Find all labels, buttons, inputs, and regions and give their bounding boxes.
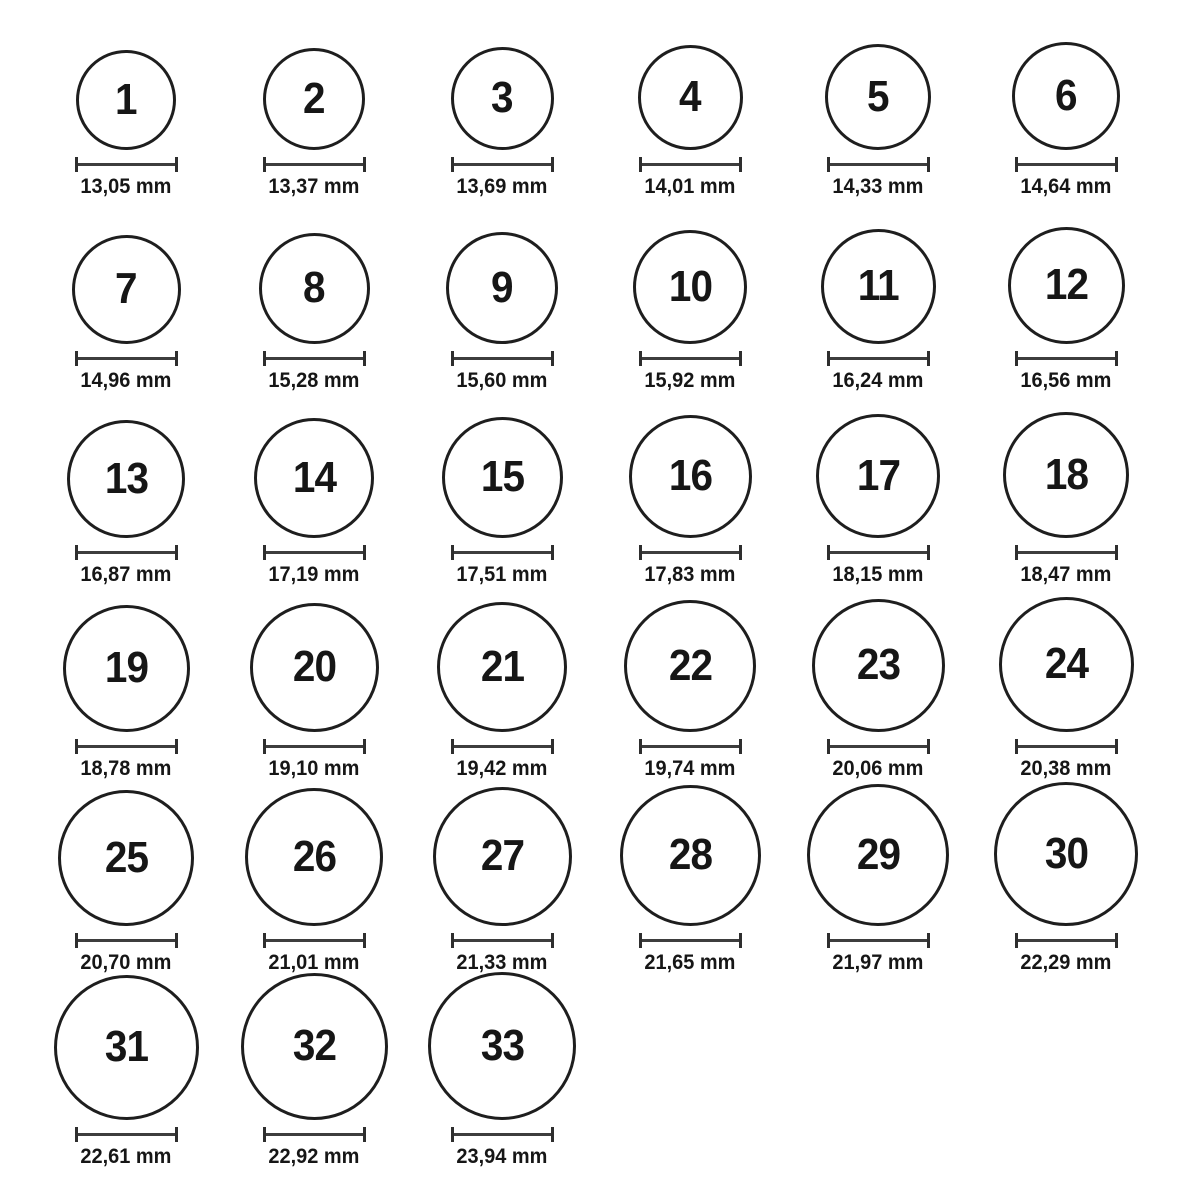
ring-circle	[433, 787, 572, 926]
ring-size-number: 2	[303, 73, 325, 123]
ring-circle	[994, 782, 1138, 926]
ring-size-number: 9	[491, 262, 513, 312]
ring-circle	[437, 602, 567, 732]
ring-circle	[816, 414, 940, 538]
diameter-value-label: 19,74 mm	[644, 756, 736, 780]
ring-size-item	[999, 597, 1134, 786]
diameter-measure-line	[451, 157, 554, 172]
ring-size-number: 7	[115, 264, 137, 314]
diameter-measure-line	[1015, 933, 1118, 948]
ring-circle	[451, 47, 554, 150]
diameter-value-label: 17,83 mm	[644, 562, 736, 586]
diameter-measure-line	[639, 545, 742, 560]
diameter-value-label: 14,33 mm	[832, 174, 924, 198]
ring-size-number: 15	[480, 452, 524, 502]
ring-size-number: 25	[104, 832, 148, 882]
diameter-measure-line	[263, 157, 366, 172]
ring-circle	[254, 418, 374, 538]
diameter-value-label: 17,19 mm	[268, 562, 360, 586]
diameter-measure-line	[75, 1127, 178, 1142]
ring-circle	[1003, 412, 1129, 538]
diameter-value-label: 15,60 mm	[456, 368, 548, 392]
diameter-value-label: 23,94 mm	[456, 1144, 548, 1168]
diameter-value-label: 14,01 mm	[644, 174, 736, 198]
diameter-value-label: 14,96 mm	[80, 368, 172, 392]
ring-size-number: 26	[292, 831, 336, 881]
diameter-measure-line	[75, 157, 178, 172]
diameter-measure-line	[451, 739, 554, 754]
ring-circle	[428, 972, 576, 1120]
diameter-measure-line	[639, 351, 742, 366]
ring-size-number: 10	[668, 261, 712, 311]
ring-size-item	[75, 50, 178, 204]
diameter-measure-line	[263, 739, 366, 754]
ring-circle	[999, 597, 1134, 732]
diameter-measure-line	[1015, 739, 1118, 754]
diameter-measure-line	[827, 545, 930, 560]
diameter-measure-line	[827, 351, 930, 366]
diameter-value-label: 22,61 mm	[80, 1144, 172, 1168]
ring-size-item	[72, 235, 181, 398]
ring-size-item	[994, 782, 1138, 980]
ring-size-number: 33	[480, 1020, 524, 1070]
diameter-measure-line	[75, 739, 178, 754]
ring-circle	[821, 229, 936, 344]
diameter-value-label: 15,92 mm	[644, 368, 736, 392]
ring-size-item	[1003, 412, 1129, 592]
ring-size-number: 1	[115, 74, 137, 124]
ring-circle	[245, 788, 383, 926]
ring-circle	[72, 235, 181, 344]
diameter-measure-line	[639, 157, 742, 172]
diameter-measure-line	[263, 1127, 366, 1142]
ring-circle	[63, 605, 190, 732]
ring-size-number: 28	[668, 830, 712, 880]
ring-size-item	[245, 788, 383, 980]
ring-size-number: 27	[480, 831, 524, 881]
diameter-measure-line	[75, 545, 178, 560]
ring-size-number: 3	[491, 73, 513, 123]
diameter-value-label: 16,87 mm	[80, 562, 172, 586]
ring-size-number: 5	[867, 71, 889, 121]
ring-size-item	[638, 45, 743, 204]
ring-size-number: 14	[292, 452, 336, 502]
ring-size-number: 19	[104, 643, 148, 693]
ring-size-item	[54, 975, 199, 1174]
diameter-value-label: 20,06 mm	[832, 756, 924, 780]
diameter-value-label: 21,97 mm	[832, 950, 924, 974]
ring-size-item	[428, 972, 576, 1174]
diameter-measure-line	[639, 739, 742, 754]
ring-circle	[629, 415, 752, 538]
ring-size-item	[254, 418, 374, 592]
ring-size-number: 31	[104, 1022, 148, 1072]
ring-size-item	[446, 232, 558, 398]
ring-circle	[54, 975, 199, 1120]
ring-circle	[624, 600, 756, 732]
diameter-measure-line	[75, 933, 178, 948]
ring-circle	[638, 45, 743, 150]
ring-circle	[812, 599, 945, 732]
ring-size-number: 20	[292, 642, 336, 692]
diameter-value-label: 18,47 mm	[1020, 562, 1112, 586]
ring-circle	[633, 230, 747, 344]
ring-size-number: 4	[679, 72, 701, 122]
ring-circle	[259, 233, 370, 344]
diameter-value-label: 19,42 mm	[456, 756, 548, 780]
ring-size-item	[1008, 227, 1125, 398]
diameter-value-label: 14,64 mm	[1020, 174, 1112, 198]
ring-size-number: 6	[1055, 70, 1077, 120]
diameter-measure-line	[263, 933, 366, 948]
ring-circle	[446, 232, 558, 344]
diameter-value-label: 16,24 mm	[832, 368, 924, 392]
ring-size-item	[816, 414, 940, 592]
diameter-value-label: 13,05 mm	[80, 174, 172, 198]
diameter-measure-line	[451, 545, 554, 560]
ring-size-item	[451, 47, 554, 204]
diameter-value-label: 22,92 mm	[268, 1144, 360, 1168]
diameter-value-label: 19,10 mm	[268, 756, 360, 780]
ring-size-number: 18	[1044, 449, 1088, 499]
ring-size-number: 32	[292, 1021, 336, 1071]
diameter-measure-line	[75, 351, 178, 366]
ring-circle	[1012, 42, 1120, 150]
diameter-value-label: 16,56 mm	[1020, 368, 1112, 392]
ring-size-item	[620, 785, 761, 980]
ring-circle	[67, 420, 185, 538]
ring-size-item	[442, 417, 563, 592]
ring-size-number: 24	[1044, 639, 1088, 689]
diameter-value-label: 13,69 mm	[456, 174, 548, 198]
diameter-value-label: 21,33 mm	[456, 950, 548, 974]
diameter-measure-line	[1015, 545, 1118, 560]
ring-size-number: 17	[856, 450, 900, 500]
ring-size-number: 30	[1044, 828, 1088, 878]
ring-circle	[825, 44, 931, 150]
diameter-value-label: 20,70 mm	[80, 950, 172, 974]
ring-size-number: 13	[104, 453, 148, 503]
ring-circle	[58, 790, 194, 926]
ring-circle	[620, 785, 761, 926]
diameter-value-label: 17,51 mm	[456, 562, 548, 586]
ring-size-item	[812, 599, 945, 786]
diameter-measure-line	[263, 351, 366, 366]
diameter-measure-line	[451, 1127, 554, 1142]
ring-size-number: 22	[668, 640, 712, 690]
ring-size-number: 16	[668, 451, 712, 501]
diameter-value-label: 22,29 mm	[1020, 950, 1112, 974]
ring-size-item	[437, 602, 567, 786]
ring-circle	[241, 973, 388, 1120]
ring-size-item	[433, 787, 572, 980]
ring-size-item	[825, 44, 931, 204]
ring-size-number: 29	[856, 829, 900, 879]
diameter-value-label: 18,15 mm	[832, 562, 924, 586]
ring-size-number: 8	[303, 263, 325, 313]
diameter-value-label: 21,65 mm	[644, 950, 736, 974]
diameter-measure-line	[451, 351, 554, 366]
ring-size-item	[63, 605, 190, 786]
ring-circle	[1008, 227, 1125, 344]
ring-size-item	[263, 48, 366, 204]
ring-size-item	[633, 230, 747, 398]
ring-size-item	[58, 790, 194, 980]
diameter-measure-line	[451, 933, 554, 948]
ring-circle	[807, 784, 949, 926]
diameter-measure-line	[1015, 351, 1118, 366]
ring-size-item	[821, 229, 936, 398]
ring-circle	[250, 603, 379, 732]
ring-size-item	[1012, 42, 1120, 204]
ring-size-item	[259, 233, 370, 398]
diameter-measure-line	[263, 545, 366, 560]
ring-size-item	[67, 420, 185, 592]
diameter-value-label: 21,01 mm	[268, 950, 360, 974]
ring-circle	[263, 48, 365, 150]
ring-size-item	[807, 784, 949, 980]
ring-circle	[76, 50, 176, 150]
diameter-measure-line	[827, 933, 930, 948]
ring-size-item	[250, 603, 379, 786]
ring-size-number: 23	[856, 640, 900, 690]
ring-size-number: 11	[857, 261, 899, 311]
diameter-measure-line	[827, 157, 930, 172]
diameter-measure-line	[639, 933, 742, 948]
ring-size-item	[629, 415, 752, 592]
ring-size-item	[624, 600, 756, 786]
diameter-value-label: 20,38 mm	[1020, 756, 1112, 780]
ring-circle	[442, 417, 563, 538]
diameter-value-label: 13,37 mm	[268, 174, 360, 198]
ring-size-number: 12	[1044, 260, 1088, 310]
diameter-measure-line	[827, 739, 930, 754]
diameter-measure-line	[1015, 157, 1118, 172]
diameter-value-label: 18,78 mm	[80, 756, 172, 780]
ring-size-item	[241, 973, 388, 1174]
ring-size-number: 21	[480, 641, 524, 691]
diameter-value-label: 15,28 mm	[268, 368, 360, 392]
